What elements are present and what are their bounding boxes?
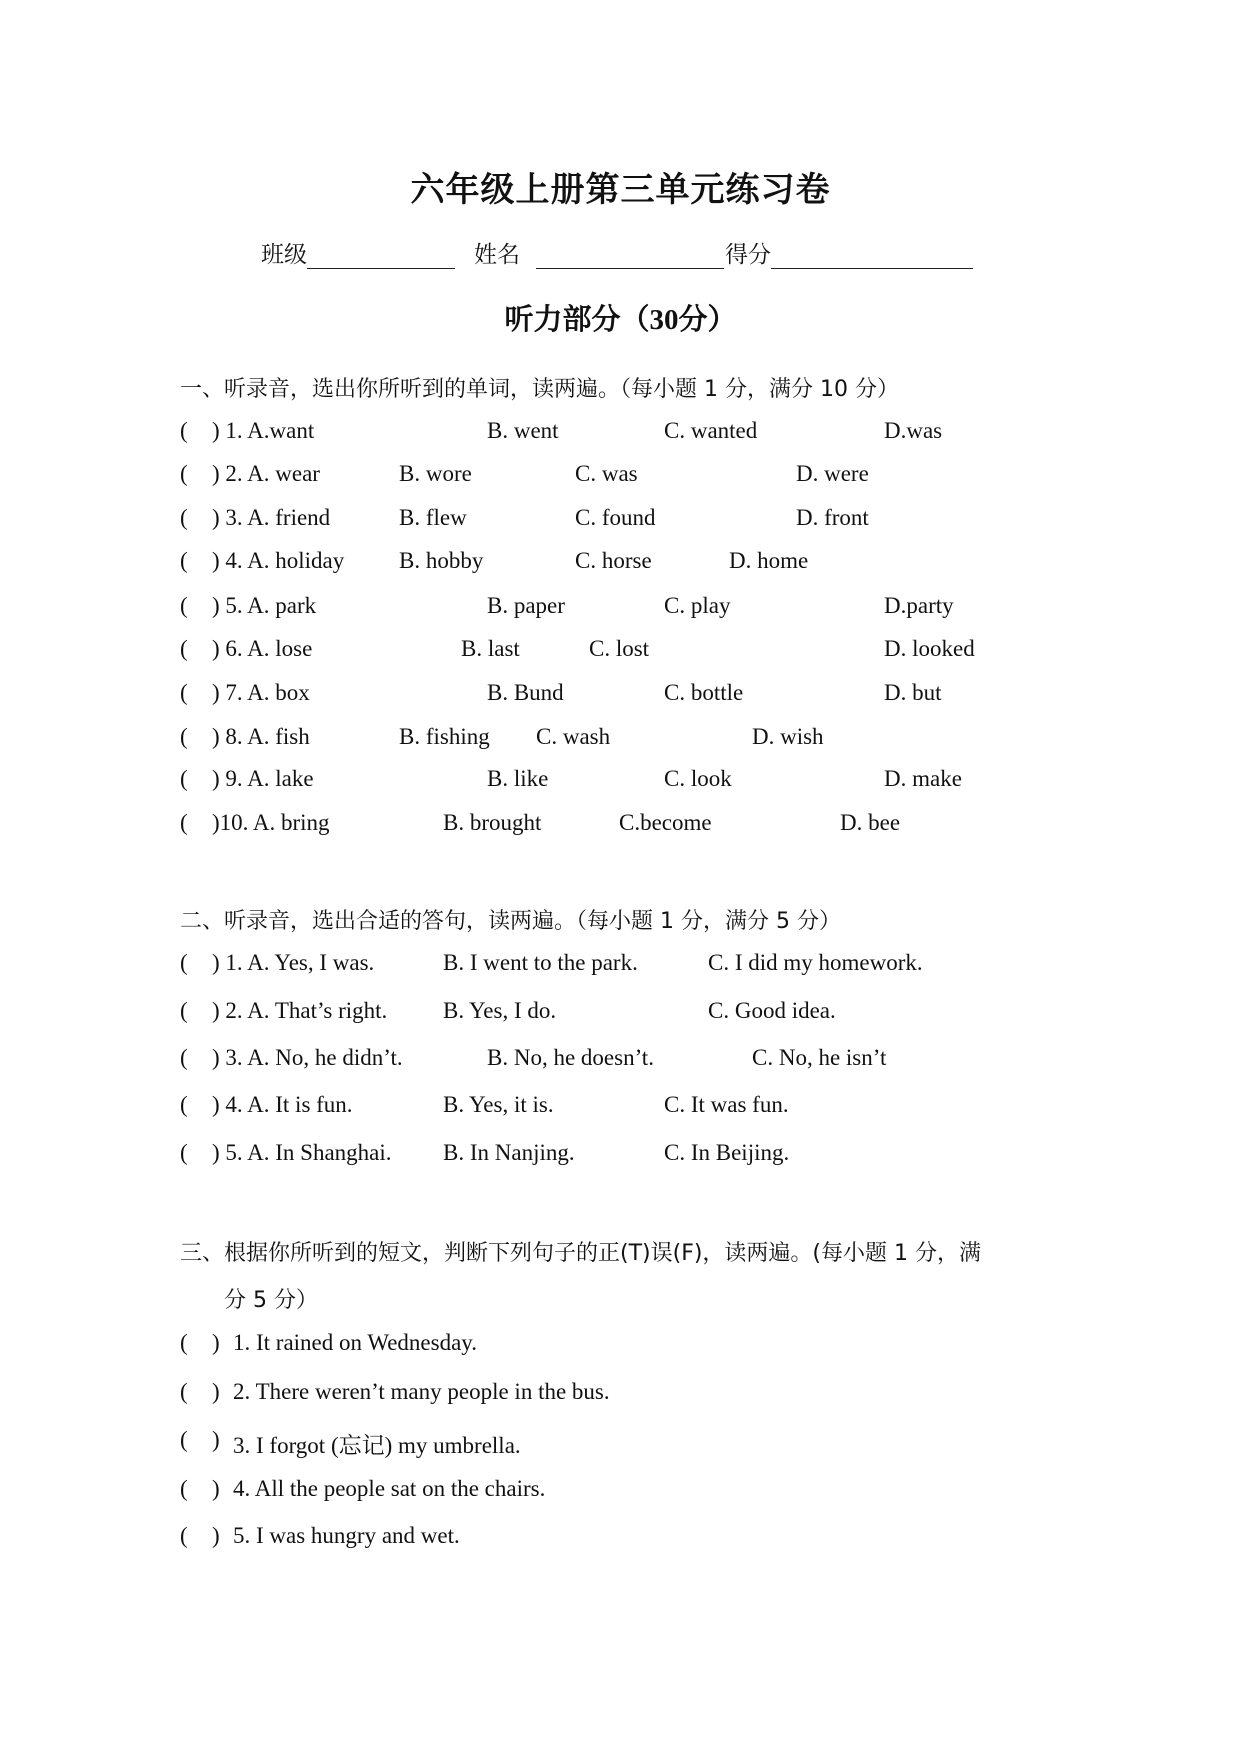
question-number-option-a: ) 7. A. box [212, 680, 310, 705]
answer-bracket[interactable]: ( [180, 505, 188, 530]
option-b: B. paper [487, 593, 565, 618]
option-c: C. bottle [664, 680, 744, 705]
option-b: B. flew [399, 505, 467, 530]
answer-bracket[interactable]: ( [180, 1379, 188, 1404]
question-number-option-a: ) 9. A. lake [212, 766, 314, 791]
question-row [0, 1379, 1241, 1409]
statement-text: 2. There weren’t many people in the bus. [233, 1379, 610, 1404]
option-d: D.was [884, 418, 943, 443]
statement-text: 5. I was hungry and wet. [233, 1523, 460, 1548]
section3-heading-line1: 三、根据你所听到的短文，判断下列句子的正(T)误(F)，读两遍。(每小题 1 分，满 [180, 1241, 981, 1266]
question-number-option-a: ) 4. A. holiday [212, 548, 345, 573]
answer-bracket[interactable]: ( [180, 766, 188, 791]
section3-heading-line2: 分 5 分） [224, 1288, 318, 1313]
class-field[interactable] [261, 236, 455, 269]
question-number-option-a: ) 2. A. wear [212, 461, 320, 486]
question-number-option-a: ) 2. A. That’s right. [212, 998, 388, 1023]
question-row [0, 1045, 1241, 1075]
score-label: 得分 [725, 242, 771, 267]
option-d: D. wish [752, 724, 824, 749]
closing-paren: ) [212, 1523, 220, 1548]
option-c: C. It was fun. [664, 1092, 789, 1117]
option-c: C. horse [575, 548, 652, 573]
class-blank[interactable] [307, 244, 455, 269]
question-row [0, 505, 1241, 535]
question-row [0, 548, 1241, 578]
option-b: B. I went to the park. [443, 950, 638, 975]
answer-bracket[interactable]: ( [180, 1523, 188, 1548]
question-row [0, 1092, 1241, 1122]
name-label: 姓名 [474, 242, 520, 267]
score-blank[interactable] [771, 244, 973, 269]
option-b: B. In Nanjing. [443, 1140, 575, 1165]
option-b: B. last [461, 636, 520, 661]
statement-text: 1. It rained on Wednesday. [233, 1330, 478, 1355]
option-d: D. looked [884, 636, 975, 661]
option-c: C.become [619, 810, 712, 835]
answer-bracket[interactable]: ( [180, 998, 188, 1023]
question-row [0, 1427, 1241, 1457]
option-c: C. look [664, 766, 732, 791]
question-number-option-a: ) 4. A. It is fun. [212, 1092, 353, 1117]
score-field[interactable] [725, 236, 973, 269]
answer-bracket[interactable]: ( [180, 1330, 188, 1355]
answer-bracket[interactable]: ( [180, 680, 188, 705]
closing-paren: ) [212, 1330, 220, 1355]
option-b: B. wore [399, 461, 472, 486]
option-d: D.party [884, 593, 954, 618]
question-row [0, 724, 1241, 754]
question-row [0, 680, 1241, 710]
option-b: B. Yes, I do. [443, 998, 557, 1023]
page-title: 六年级上册第三单元练习卷 [410, 172, 831, 209]
answer-bracket[interactable]: ( [180, 636, 188, 661]
option-d: D. were [796, 461, 869, 486]
question-number-option-a: ) 5. A. park [212, 593, 317, 618]
statement-text: 4. All the people sat on the chairs. [233, 1476, 546, 1501]
answer-bracket[interactable]: ( [180, 724, 188, 749]
statement-text: 3. I forgot (忘记) my umbrella. [233, 1433, 521, 1458]
option-c: C. play [664, 593, 731, 618]
option-b: B. brought [443, 810, 542, 835]
option-c: C. No, he isn’t [752, 1045, 887, 1070]
question-number-option-a: ) 5. A. In Shanghai. [212, 1140, 392, 1165]
closing-paren: ) [212, 1379, 220, 1404]
option-b: B. fishing [399, 724, 490, 749]
option-b: B. hobby [399, 548, 484, 573]
option-b: B. Yes, it is. [443, 1092, 554, 1117]
answer-bracket[interactable]: ( [180, 1140, 188, 1165]
option-d: D. make [884, 766, 962, 791]
question-number-option-a: ) 3. A. No, he didn’t. [212, 1045, 403, 1070]
option-d: D. but [884, 680, 942, 705]
option-b: B. like [487, 766, 549, 791]
name-field[interactable] [474, 236, 724, 269]
question-row [0, 810, 1241, 840]
question-number-option-a: )10. A. bring [212, 810, 330, 835]
section2-heading: 二、听录音，选出合适的答句，读两遍。（每小题 1 分，满分 5 分） [180, 909, 841, 934]
option-b: B. No, he doesn’t. [487, 1045, 654, 1070]
question-row [0, 461, 1241, 491]
answer-bracket[interactable]: ( [180, 810, 188, 835]
option-d: D. front [796, 505, 869, 530]
class-label: 班级 [261, 242, 307, 267]
question-number-option-a: ) 6. A. lose [212, 636, 313, 661]
question-row [0, 1140, 1241, 1170]
section-subtitle: 听力部分（30分） [504, 304, 737, 336]
closing-paren: ) [212, 1427, 220, 1452]
question-number-option-a: ) 1. A.want [212, 418, 315, 443]
section1-heading: 一、听录音，选出你所听到的单词，读两遍。（每小题 1 分，满分 10 分） [180, 377, 899, 402]
closing-paren: ) [212, 1476, 220, 1501]
answer-bracket[interactable]: ( [180, 1476, 188, 1501]
question-number-option-a: ) 3. A. friend [212, 505, 331, 530]
option-c: C. Good idea. [708, 998, 836, 1023]
option-c: C. lost [589, 636, 650, 661]
option-c: C. In Beijing. [664, 1140, 790, 1165]
question-row [0, 636, 1241, 666]
question-row [0, 1476, 1241, 1506]
answer-bracket[interactable]: ( [180, 1427, 188, 1452]
answer-bracket[interactable]: ( [180, 593, 188, 618]
question-row [0, 1523, 1241, 1553]
answer-bracket[interactable]: ( [180, 461, 188, 486]
option-c: C. wanted [664, 418, 758, 443]
name-blank[interactable] [536, 244, 724, 269]
question-row [0, 593, 1241, 623]
question-row [0, 418, 1241, 448]
answer-bracket[interactable]: ( [180, 548, 188, 573]
answer-bracket[interactable]: ( [180, 950, 188, 975]
question-row [0, 998, 1241, 1028]
option-d: D. home [729, 548, 809, 573]
option-c: C. I did my homework. [708, 950, 923, 975]
option-d: D. bee [840, 810, 901, 835]
option-b: B. went [487, 418, 559, 443]
option-b: B. Bund [487, 680, 564, 705]
question-number-option-a: ) 8. A. fish [212, 724, 310, 749]
option-c: C. was [575, 461, 638, 486]
answer-bracket[interactable]: ( [180, 418, 188, 443]
question-number-option-a: ) 1. A. Yes, I was. [212, 950, 375, 975]
question-row [0, 950, 1241, 980]
question-row [0, 1330, 1241, 1360]
option-c: C. wash [536, 724, 611, 749]
answer-bracket[interactable]: ( [180, 1045, 188, 1070]
option-c: C. found [575, 505, 656, 530]
question-row [0, 766, 1241, 796]
answer-bracket[interactable]: ( [180, 1092, 188, 1117]
